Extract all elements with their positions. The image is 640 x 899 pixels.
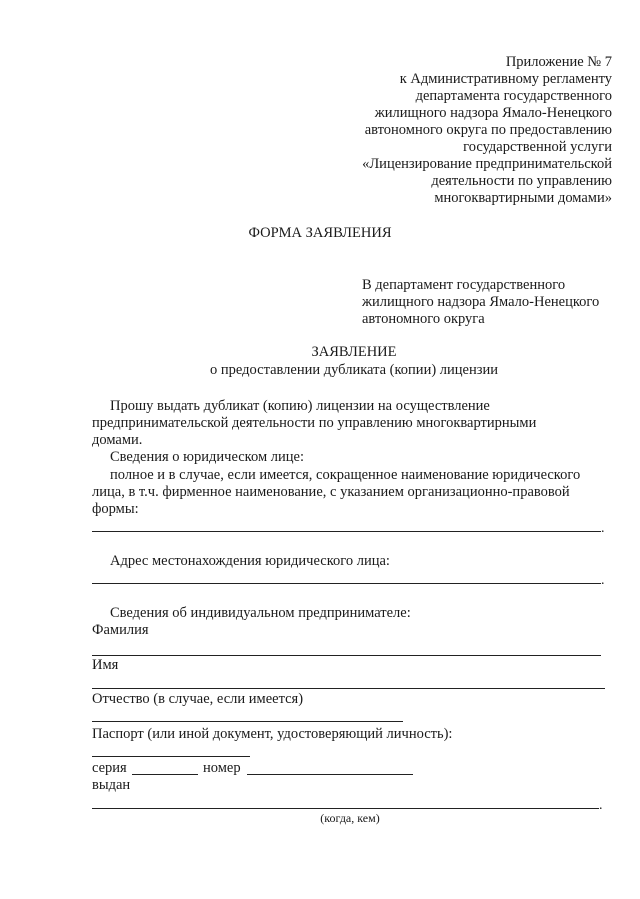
issued-label: выдан <box>92 777 131 793</box>
request-line-2: предпринимательской деятельности по управлению многоквартирными <box>92 415 537 431</box>
appendix-line-5: автономного округа по предоставлению <box>364 122 612 138</box>
field-end-dot: . <box>599 798 603 813</box>
surname-label: Фамилия <box>92 622 149 638</box>
issued-field[interactable] <box>92 808 599 809</box>
patronymic-label: Отчество (в случае, если имеется) <box>92 691 304 707</box>
legal-entity-name-line-3: формы: <box>92 501 139 517</box>
field-end-dot: . <box>601 521 605 536</box>
appendix-line-7: «Лицензирование предпринимательской <box>362 156 612 172</box>
field-end-dot: . <box>601 573 605 588</box>
statement-title: ЗАЯВЛЕНИЕ <box>311 344 397 360</box>
statement-subtitle: о предоставлении дубликата (копии) лицензии <box>210 362 498 378</box>
series-label: серия <box>92 760 127 776</box>
legal-entity-name-line-2: лица, в т.ч. фирменное наименование, с указанием организационно-правовой <box>92 484 570 500</box>
appendix-line-8: деятельности по управлению <box>431 173 612 189</box>
addressee-line-1: В департамент государственного <box>362 277 566 293</box>
appendix-line-1: Приложение № 7 <box>505 54 612 70</box>
legal-address-label: Адрес местонахождения юридического лица: <box>110 553 390 569</box>
name-field[interactable] <box>92 688 605 689</box>
addressee-line-3: автономного округа <box>362 311 485 327</box>
request-line-3: домами. <box>92 432 143 448</box>
appendix-line-3: департамента государственного <box>415 88 612 104</box>
surname-field[interactable] <box>92 655 601 656</box>
appendix-line-4: жилищного надзора Ямало-Ненецкого <box>374 105 612 121</box>
form-title: ФОРМА ЗАЯВЛЕНИЯ <box>248 225 392 241</box>
addressee-line-2: жилищного надзора Ямало-Ненецкого <box>362 294 600 310</box>
appendix-line-6: государственной услуги <box>463 139 612 155</box>
number-label: номер <box>203 760 241 776</box>
appendix-line-2: к Административному регламенту <box>399 71 612 87</box>
legal-entity-name-line-1: полное и в случае, если имеется, сокращенное наименование юридического <box>110 467 581 483</box>
patronymic-field[interactable] <box>92 721 403 722</box>
appendix-line-9: многоквартирными домами» <box>434 190 612 206</box>
issued-hint: (когда, кем) <box>320 811 380 825</box>
entrepreneur-heading: Сведения об индивидуальном предпринимателе: <box>110 605 411 621</box>
number-field[interactable] <box>247 774 413 775</box>
legal-entity-heading: Сведения о юридическом лице: <box>110 449 304 465</box>
legal-entity-name-field[interactable] <box>92 531 601 532</box>
passport-type-field[interactable] <box>92 756 250 757</box>
legal-address-field[interactable] <box>92 583 601 584</box>
series-field[interactable] <box>132 774 198 775</box>
request-line-1: Прошу выдать дубликат (копию) лицензии на осуществление <box>110 398 490 414</box>
name-label: Имя <box>92 657 119 673</box>
passport-label: Паспорт (или иной документ, удостоверяющий личность): <box>92 726 453 742</box>
